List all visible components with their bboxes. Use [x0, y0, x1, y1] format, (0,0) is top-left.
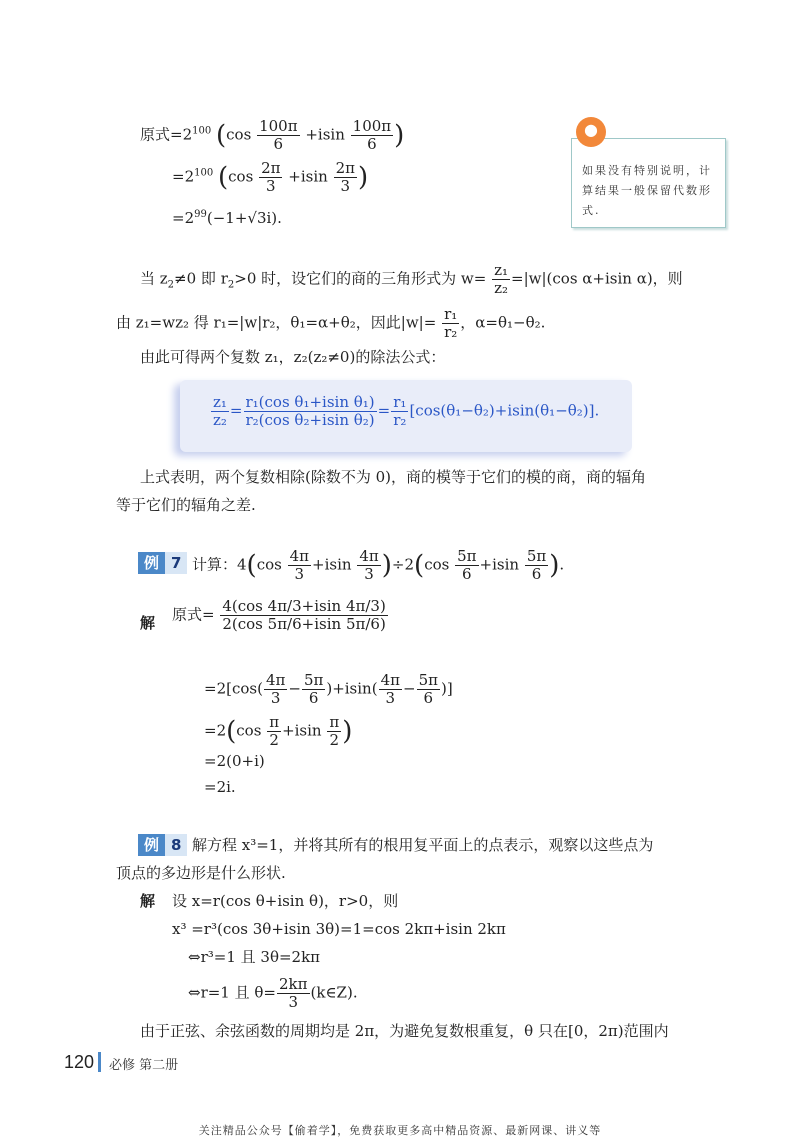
example-7-question: 计算：4(cos $\frac{4\pi}{3}$ +isin $\frac{4\pi}{3}$ )÷2(cos $\frac{5\pi}{6}$ +isin $\frac{5\pi}{6}$ ). [192, 547, 565, 583]
example-7-step-5: =2i. [204, 778, 236, 796]
example-8-step-4: ⇔r=1 且 θ= $\frac{2k\pi}{3}$ (k∈Z). [188, 975, 358, 1011]
example-8-step-1: 设 x=r(cos θ+isin θ)，r>0，则 [172, 892, 399, 910]
paragraph-4-line-2: 等于它们的辐角之差. [116, 496, 256, 514]
example-8-question-line-1: 解方程 x³=1，并将其所有的根用复平面上的点表示，观察以这些点为 [192, 836, 654, 854]
example-7-step-4: =2(0+i) [204, 752, 265, 770]
example-8-step-3: ⇔r³=1 且 3θ=2kπ [188, 948, 321, 966]
margin-note-text: 如果没有特别说明，计算结果一般保留代数形式. [582, 164, 712, 217]
division-formula: $\frac{\text{z₁}}{\text{z₂}}$ = $\frac{\text{r₁(cos θ₁+isin θ₁)}}{\text{r₂(cos θ₂+isin θ₂)}}$ = $\frac{\text{r₁}}{\text{r₂}}$ [cos(θ₁−θ₂)+isin(θ₁−θ₂)]. [213, 393, 600, 429]
example-7-step-1: 原式= $\frac{4(\cos 4\pi/3+isin 4\pi/3)}{2(\cos 5\pi/6+isin 5\pi/6)}$ [172, 597, 386, 633]
example-8-question-line-2: 顶点的多边形是什么形状. [116, 864, 286, 882]
example-7-step-2: =2[cos( $\frac{4\pi}{3}$ − $\frac{5\pi}{6}$ )+isin( $\frac{4\pi}{3}$ − $\frac{5\pi}{6}$ )] [204, 671, 453, 707]
calc-line-3: $=2^{99}(-1+√3i)$. [172, 209, 282, 227]
example-7-tag: 例 7 [138, 552, 187, 574]
calc-line-1: 原式$=2^{100}$ (cos $\frac{100\pi}{6}$ +isin $\frac{100\pi}{6}$ ) [140, 117, 405, 153]
watermark-text: 关注精品公众号【偷着学】，免费获取更多高中精品资源、最新网课、讲义等 [198, 1124, 602, 1137]
paragraph-1: 当 $z_2\ne 0$ 即 $r_2>0$ 时，设它们的商的三角形式为 w= $\frac{\text{z₁}}{\text{z₂}}$ =|w|(cos α+isin α)，则 [140, 261, 683, 297]
page-number-divider [98, 1052, 101, 1072]
example-8-step-2: x³ =r³(cos 3θ+isin 3θ)=1=cos 2kπ+isin 2kπ [172, 920, 506, 938]
page-number: 120 [64, 1052, 95, 1072]
example-8-solution-label: 解 [140, 892, 156, 910]
division-formula-box [180, 380, 632, 452]
calc-line-2: $=2^{100}$ (cos $\frac{2\pi}{3}$ +isin $\frac{2\pi}{3}$ ) [172, 159, 369, 195]
margin-note [571, 138, 726, 228]
book-title: 必修 第二册 [109, 1058, 179, 1073]
example-7-solution-label: 解 [140, 614, 156, 632]
paragraph-3: 由此可得两个复数 z₁，z₂(z₂≠0)的除法公式： [140, 348, 446, 366]
example-8-last-line: 由于正弦、余弦函数的周期均是 2π，为避免复数根重复，θ 只在[0，2π)范围内 [140, 1022, 669, 1040]
lightbulb-icon: ● [576, 117, 606, 147]
example-8-tag: 例 8 [138, 834, 187, 856]
paragraph-4-line-1: 上式表明，两个复数相除(除数不为 0)，商的模等于它们的模的商，商的辐角 [140, 468, 647, 486]
paragraph-2: 由 z₁=wz₂ 得 r₁=|w|r₂，θ₁=α+θ₂，因此|w|= $\frac{\text{r₁}}{\text{r₂}}$ ，α=θ₁−θ₂. [116, 305, 546, 341]
example-7-step-3: =2(cos $\frac{\pi}{2}$ +isin $\frac{\pi}{2}$ ) [204, 713, 353, 749]
